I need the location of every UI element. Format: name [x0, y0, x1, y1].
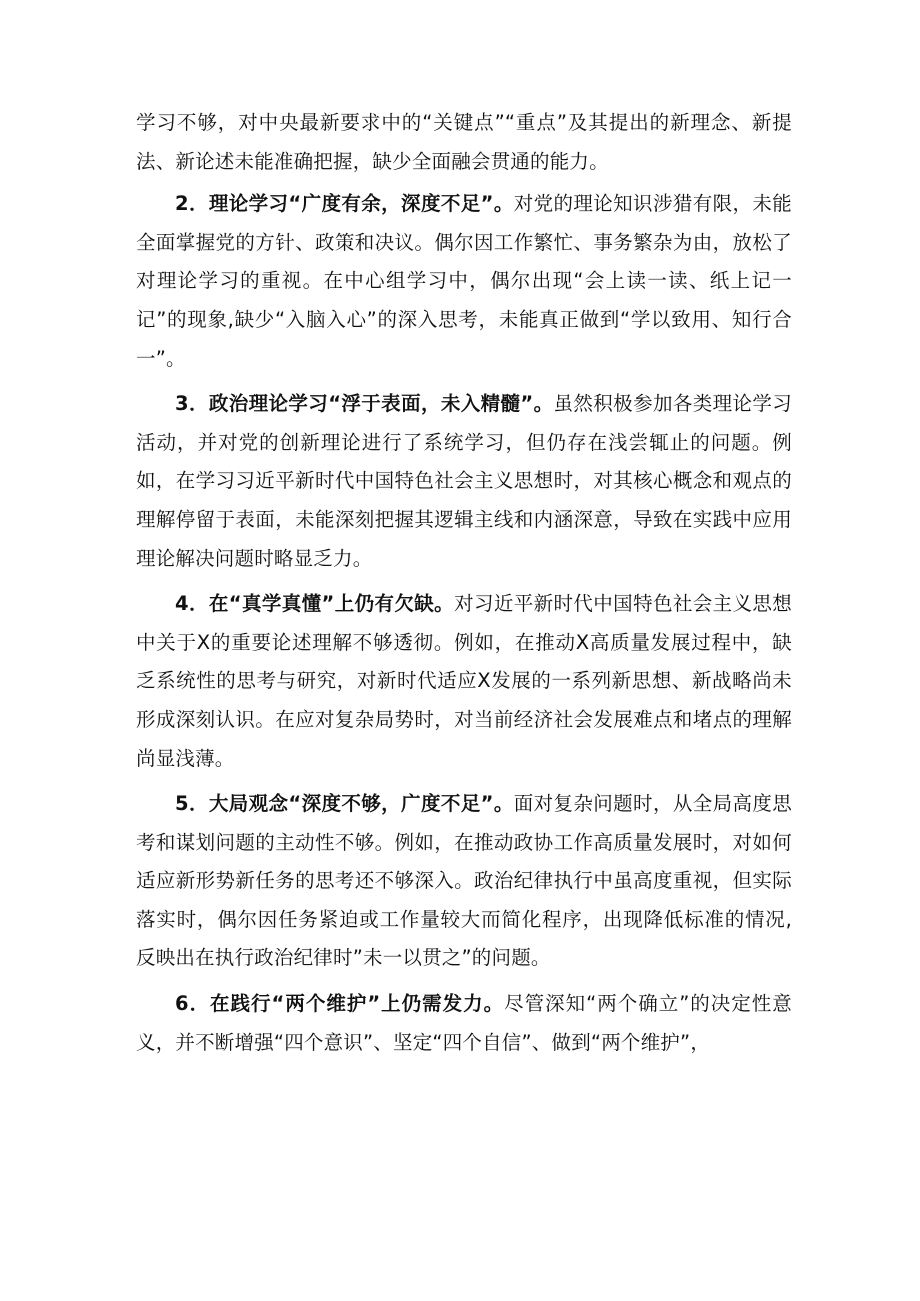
paragraph-5 [136, 785, 792, 978]
paragraph-4 [136, 585, 792, 778]
paragraph-5-body: 面对复杂问题时，从全局高度思考和谋划问题的主动性不够。例如，在推动政协工作高质量发展时，对如何适应新形势新任务的思考还不够深入。政治纪律执行中虽高度重视，但实际落实时，偶尔因任务紧迫或工作量较大而简化程序，出现降低标准的情况,反映出在执行政治纪律时”未一以贯之”的问题。 [136, 792, 792, 970]
paragraph-4-heading: 4．在“真学真懂”上仍有欠缺。 [175, 592, 455, 616]
paragraph-2-body: 对党的理论知识涉猎有限，未能全面掌握党的方针、政策和决议。偶尔因工作繁忙、事务繁杂为由，放松了对理论学习的重视。在中心组学习中，偶尔出现“会上读一读、纸上记一记”的现象,缺少“入脑入心”的深入思考，未能真正做到“学以致用、知行合一”。 [136, 192, 792, 370]
paragraph-6 [136, 985, 792, 1062]
paragraph-3-heading: 3．政治理论学习“浮于表面，未入精髓”。 [175, 392, 554, 416]
paragraph-4-body: 对习近平新时代中国特色社会主义思想中关于X的重要论述理解不够透彻。例如，在推动X高质量发展过程中，缺乏系统性的思考与研究，对新时代适应X发展的一系列新思想、新战略尚未形成深刻认识。在应对复杂局势时，对当前经济社会发展难点和堵点的理解尚显浅薄。 [136, 592, 793, 770]
document-body [136, 104, 792, 1069]
paragraph-3-body: 虽然积极参加各类理论学习活动，并对党的创新理论进行了系统学习，但仍存在浅尝辄止的问题。例如，在学习习近平新时代中国特色社会主义思想时，对其核心概念和观点的理解停留于表面，未能深刻把握其逻辑主线和内涵深意，导致在实践中应用理论解决问题时略显乏力。 [136, 392, 793, 570]
paragraph-2 [136, 185, 792, 378]
paragraph-2-heading: 2．理论学习“广度有余，深度不足”。 [175, 192, 514, 216]
paragraph-1 [136, 104, 792, 181]
paragraph-3 [136, 385, 792, 578]
paragraph-5-heading: 5．大局观念“深度不够，广度不足”。 [175, 792, 514, 816]
paragraph-6-heading: 6．在践行“两个维护”上仍需发力。 [175, 992, 505, 1016]
paragraph-6-body: 尽管深知“两个确立”的决定性意义，并不断增强“四个意识”、坚定“四个自信”、做到“两个维护”， [136, 992, 792, 1054]
paragraph-1-body: 学习不够，对中央最新要求中的“关键点”“重点”及其提出的新理念、新提法、新论述未能准确把握，缺少全面融会贯通的能力。 [136, 111, 792, 173]
